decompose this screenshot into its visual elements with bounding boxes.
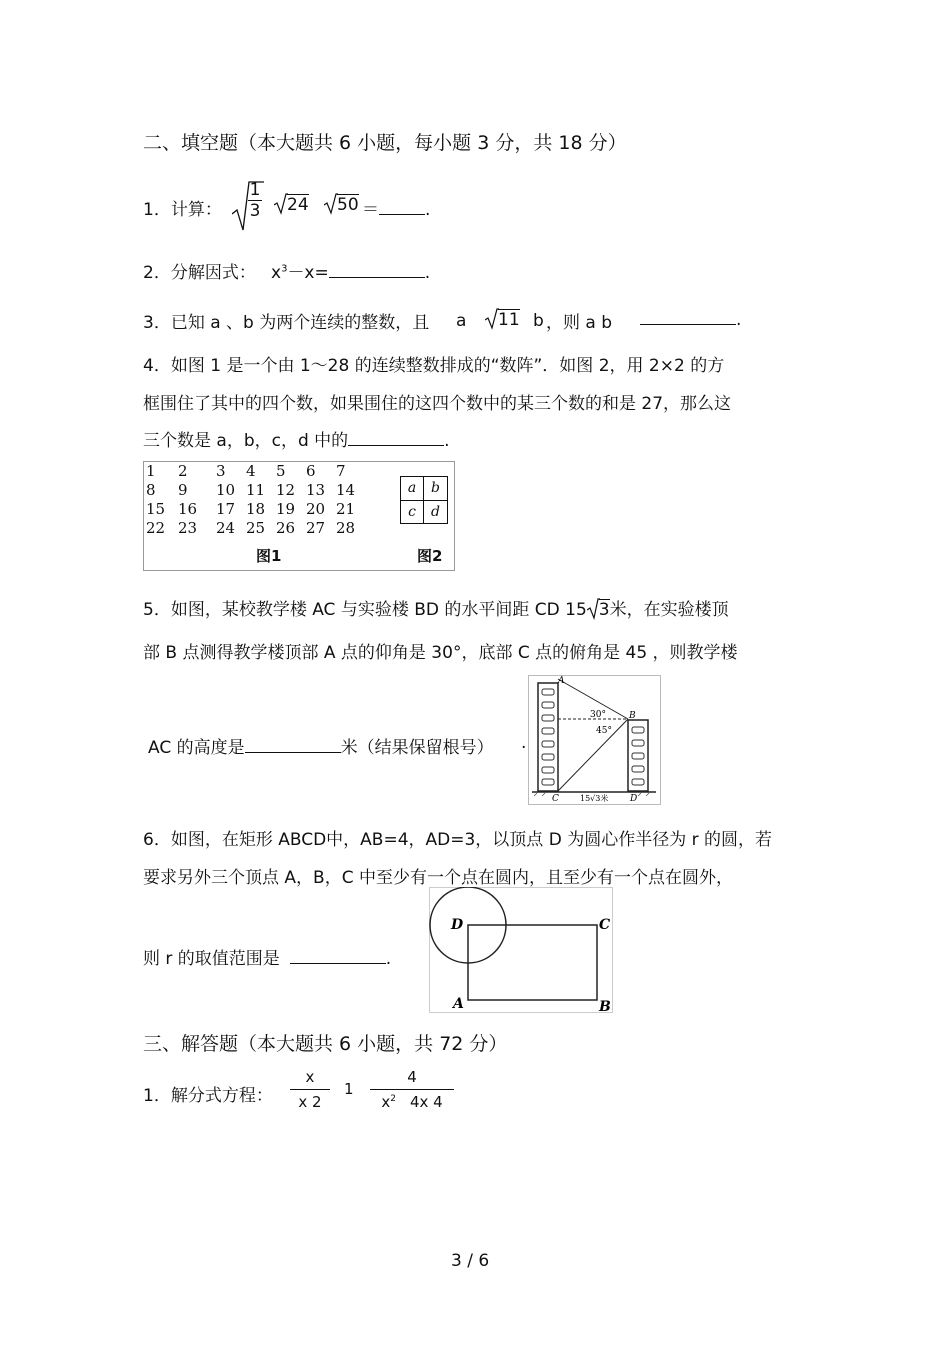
answer-blank — [329, 263, 425, 278]
question-5-line1: 5．如图，某校教学楼 AC 与实验楼 BD 的水平间距 CD 15 3米，在实验楼顶 — [143, 600, 729, 620]
angle-45: 45° — [596, 726, 612, 736]
sqrt-50: 50 — [324, 195, 359, 215]
var-a: a — [456, 311, 467, 331]
numerator: 4 — [407, 1068, 417, 1086]
page-number: 3 / 6 — [451, 1251, 490, 1271]
answer-blank — [245, 738, 341, 753]
label-B: B — [599, 999, 611, 1013]
q3-tail: ，则 a b — [546, 313, 613, 333]
question-3: 3．已知 a 、b 为两个连续的整数，且 — [143, 313, 430, 333]
question-1 — [143, 195, 222, 220]
question-label: 1．解分式方程： — [143, 1086, 273, 1106]
label-D: D — [630, 794, 638, 804]
label-C: C — [552, 794, 559, 804]
question-number: 1． — [143, 200, 171, 220]
sqrt-24: 24 — [274, 195, 309, 215]
answer-blank — [379, 200, 425, 215]
distance-label: 15√3米 — [580, 794, 609, 803]
two-by-two-box: a b c d — [400, 476, 448, 524]
section-title: 三、解答题（本大题共 6 小题，共 72 分） — [143, 1033, 508, 1055]
question-5-line3: AC 的高度是 米（结果保留根号） — [148, 738, 494, 758]
rectangle-circle-diagram — [429, 887, 613, 1013]
denominator: x 2 — [290, 1089, 330, 1111]
label-A: A — [558, 676, 565, 686]
q1-answer: ＝ . — [362, 200, 431, 220]
period: . — [521, 733, 527, 753]
question-2: 2．分解因式： — [143, 263, 256, 283]
answer-blank — [348, 431, 444, 446]
label-B: B — [629, 711, 636, 721]
constant-term: 1 — [344, 1080, 354, 1098]
question-5-line2: 部 B 点测得教学楼顶部 A 点的仰角是 30°，底部 C 点的俯角是 45 ，则教学楼 — [143, 643, 738, 663]
var-b: b — [533, 311, 544, 331]
question-4-line1: 4．如图 1 是一个由 1～28 的连续整数排成的“数阵”．如图 2，用 2×2 的方 — [143, 356, 725, 376]
label-C: C — [599, 917, 611, 933]
figure-caption-2: 图2 — [417, 547, 443, 565]
numerator: x — [305, 1068, 315, 1086]
question-6-line2: 要求另外三个顶点 A，B，C 中至少有一个点在圆内，且至少有一个点在圆外， — [143, 868, 733, 888]
answer-blank — [290, 949, 386, 964]
figure-caption-1: 图1 — [256, 547, 282, 565]
fraction-denominator: 3 — [249, 201, 261, 221]
number-grid: 1 2 3 4 5 6 7 8 9 10 11 12 13 14 15 16 17 18 19 20 21 22 23 24 25 26 27 28 — [146, 462, 356, 537]
label-D: D — [451, 917, 464, 933]
answer-blank — [640, 310, 736, 325]
question-4-line3: 三个数是 a，b，c，d 中的 . — [143, 431, 450, 451]
sqrt-11: 11 — [485, 310, 520, 330]
question-label: 计算： — [170, 200, 222, 220]
section-title: 二、填空题（本大题共 6 小题，每小题 3 分，共 18 分） — [143, 132, 627, 154]
q3-answer: . — [640, 310, 741, 330]
fraction-numerator: 1 — [249, 180, 261, 200]
question-6-line3: 则 r 的取值范围是 . — [143, 949, 392, 969]
number-array-figure — [143, 461, 455, 571]
question-4-line2: 框围住了其中的四个数，如果围住的这四个数中的某三个数的和是 27，那么这 — [143, 394, 732, 414]
label-A: A — [453, 996, 464, 1012]
angle-30: 30° — [590, 710, 606, 720]
q2-expression: $x^3-x=$ . — [271, 263, 431, 283]
denominator: $x^2$ 4x 4 — [370, 1089, 454, 1111]
building-diagram — [528, 675, 661, 805]
question-6-line1: 6．如图，在矩形 ABCD中，AB=4，AD=3，以顶点 D 为圆心作半径为 r 的圆，若 — [143, 830, 772, 850]
